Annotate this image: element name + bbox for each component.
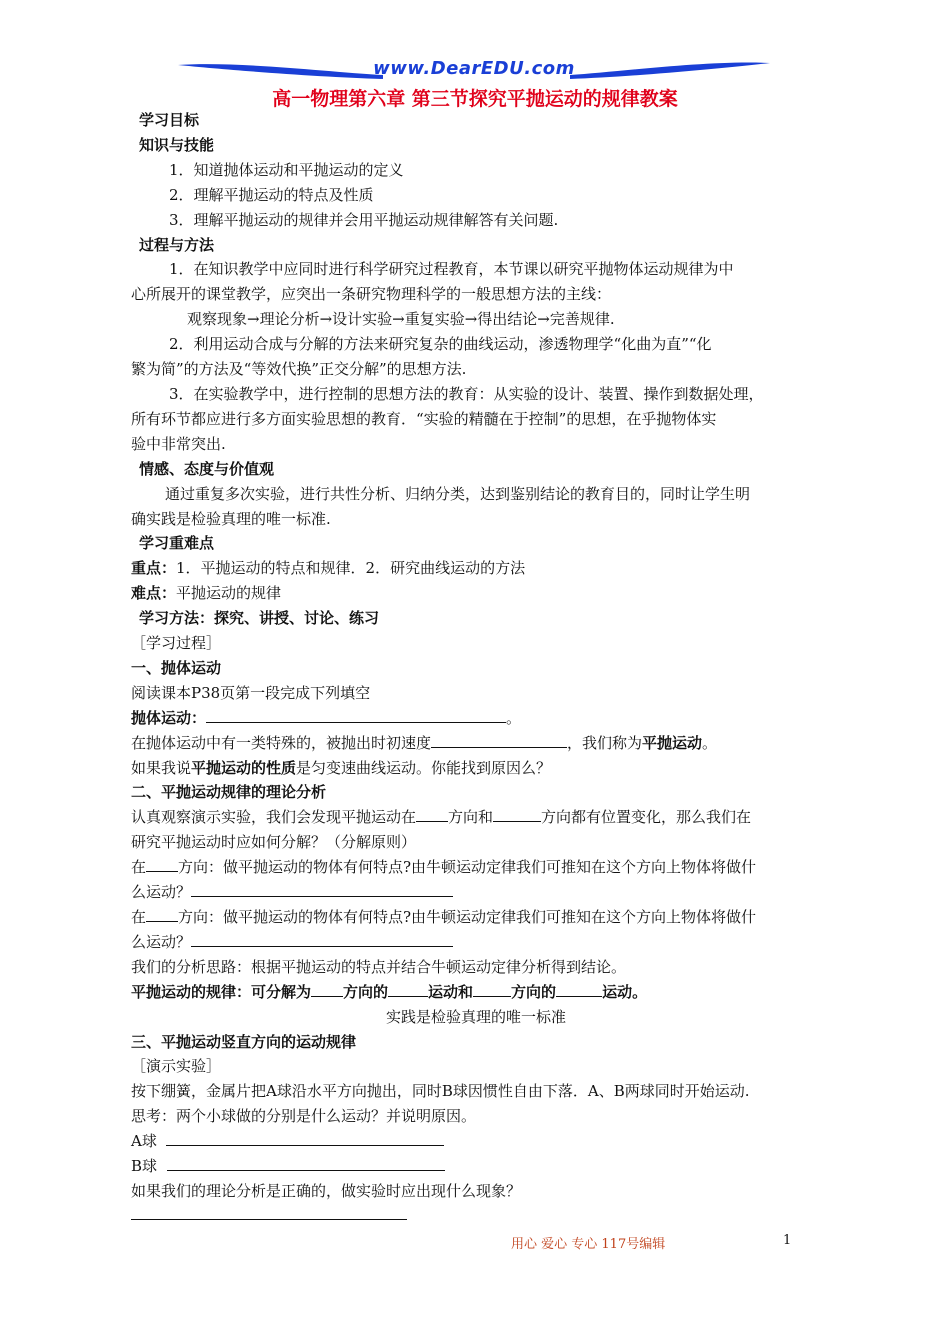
fill-line xyxy=(131,905,821,930)
paragraph-line: 通过重复多次实验，进行共性分析、归纳分类，达到鉴别结论的教育目的，同时让学生明 xyxy=(165,484,751,503)
list-item: 1．知道抛体运动和平抛运动的定义 xyxy=(169,160,404,179)
answer-blank[interactable] xyxy=(388,982,428,997)
text-run: 在 xyxy=(131,908,147,926)
paragraph-line: 验中非常突出. xyxy=(131,434,226,453)
difficulty-label: 难点： xyxy=(131,584,177,603)
text-run: 么运动？ xyxy=(131,883,192,902)
text-run: 认真观察演示实验，我们会发现平抛运动在 xyxy=(131,808,417,827)
paragraph-line xyxy=(131,756,821,781)
key-point-label: 重点： xyxy=(131,559,177,578)
fill-text: ，我们称为 xyxy=(567,733,643,752)
paragraph-line: 思考：两个小球做的分别是什么运动？并说明原因。 xyxy=(131,1107,477,1126)
answer-blank[interactable] xyxy=(166,1131,444,1146)
fill-line xyxy=(131,706,821,731)
text-run: 平抛运动的规律：可分解为 xyxy=(131,982,312,1001)
text-run: 方向的 xyxy=(343,982,389,1001)
heading-attitude-values: 情感、态度与价值观 xyxy=(139,459,275,478)
answer-blank[interactable] xyxy=(146,857,178,872)
paragraph-line: 如果我们的理论分析是正确的，做实验时应出现什么现象？ xyxy=(131,1181,522,1200)
list-item: 2．理解平抛运动的特点及性质 xyxy=(169,185,374,204)
answer-blank[interactable] xyxy=(191,932,453,947)
site-logo xyxy=(178,58,770,84)
fill-line xyxy=(131,855,821,880)
punctuation: 。 xyxy=(506,708,522,727)
page-number: 1 xyxy=(783,1233,792,1248)
fill-line xyxy=(131,805,821,830)
paragraph-line: 观察现象→理论分析→设计实验→重复实验→得出结论→完善规律. xyxy=(187,310,615,329)
heading-key-points: 学习重难点 xyxy=(139,534,215,553)
text-run: B球 xyxy=(131,1157,158,1176)
fill-line xyxy=(131,880,821,905)
fill-line xyxy=(131,731,821,756)
answer-blank[interactable] xyxy=(556,982,602,997)
heading-learning-process: ［学习过程］ xyxy=(131,634,222,653)
section-heading-1: 一、抛体运动 xyxy=(131,658,222,677)
text-run: 方向：做平抛运动的物体有何特点?由牛顿运动定律我们可推知在这个方向上物体将做什 xyxy=(178,908,757,926)
answer-blank[interactable] xyxy=(206,708,506,723)
answer-blank[interactable] xyxy=(473,982,511,997)
text-run: 在 xyxy=(131,858,147,877)
section-heading-2: 二、平抛运动规律的理论分析 xyxy=(131,783,327,802)
paragraph-line: 2．利用运动合成与分解的方法来研究复杂的曲线运动，渗透物理学“化曲为直”“化 xyxy=(169,335,712,354)
punctuation: 。 xyxy=(702,733,718,752)
heading-learning-goals: 学习目标 xyxy=(139,111,200,129)
text-run: 运动和 xyxy=(428,982,474,1001)
emphasis-text: 平抛运动的性质 xyxy=(191,758,297,777)
heading-learning-methods: 学习方法：探究、讲授、讨论、练习 xyxy=(139,609,380,628)
answer-blank[interactable] xyxy=(493,807,541,822)
fill-text: 在抛体运动中有一类特殊的，被抛出时初速度 xyxy=(131,733,432,752)
motto-line: 实践是检验真理的唯一标准 xyxy=(385,1007,566,1026)
text-run: A球 xyxy=(131,1132,157,1151)
answer-blank[interactable] xyxy=(146,907,178,922)
site-url: www.DearEDU.com xyxy=(373,58,575,79)
paragraph-line: 确实践是检验真理的唯一标准. xyxy=(131,509,331,528)
document-body xyxy=(131,108,821,1204)
heading-knowledge-skills: 知识与技能 xyxy=(139,135,215,154)
text-run: 如果我说 xyxy=(131,758,192,777)
list-item: 3．理解平抛运动的规律并会用平抛运动规律解答有关问题. xyxy=(169,210,559,229)
footer-motto: 用心 爱心 专心 117号编辑 xyxy=(511,1237,666,1252)
fill-line xyxy=(131,1154,821,1179)
paragraph-line: 按下绷簧，金属片把A球沿水平方向抛出，同时B球因惯性自由下落．A、B两球同时开始运动. xyxy=(131,1082,750,1101)
page-title: 高一物理第六章 第三节探究平抛运动的规律教案 xyxy=(272,88,678,110)
key-point-text: 1．平抛运动的特点和规律．2．研究曲线运动的方法 xyxy=(176,559,526,578)
difficulty-line xyxy=(131,581,821,606)
answer-blank[interactable] xyxy=(131,1219,407,1220)
text-run: 方向的 xyxy=(511,982,557,1001)
section-heading-3: 三、平抛运动竖直方向的运动规律 xyxy=(131,1032,357,1051)
text-run: 方向都有位置变化，那么我们在 xyxy=(541,808,752,827)
heading-demo-experiment: ［演示实验］ xyxy=(131,1057,222,1076)
fill-line xyxy=(131,1129,821,1154)
answer-blank[interactable] xyxy=(191,882,453,897)
paragraph-line: 研究平抛运动时应如何分解？（分解原则） xyxy=(131,833,417,852)
answer-blank[interactable] xyxy=(311,982,343,997)
text-run: 么运动？ xyxy=(131,932,192,951)
paragraph-line: 心所展开的课堂教学，应突出一条研究物理科学的一般思想方法的主线： xyxy=(131,285,612,304)
paragraph-line: 我们的分析思路：根据平抛运动的特点并结合牛顿运动定律分析得到结论。 xyxy=(131,957,627,976)
answer-blank[interactable] xyxy=(416,807,448,822)
text-run: 方向：做平抛运动的物体有何特点?由牛顿运动定律我们可推知在这个方向上物体将做什 xyxy=(178,858,757,877)
answer-blank[interactable] xyxy=(431,733,567,748)
fill-line xyxy=(131,930,821,955)
difficulty-text: 平抛运动的规律 xyxy=(176,584,282,603)
text-run: 是匀变速曲线运动。你能找到原因么？ xyxy=(296,758,552,777)
paragraph-line: 1．在知识教学中应同时进行科学研究过程教育，本节课以研究平抛物体运动规律为中 xyxy=(169,260,734,279)
paragraph-line: 繁为简”的方法及“等效代换”正交分解”的思想方法. xyxy=(131,360,467,379)
key-point-line xyxy=(131,556,821,581)
paragraph-line: 3．在实验教学中，进行控制的思想方法的教育：从实验的设计、装置、操作到数据处理， xyxy=(169,384,764,403)
text-run: 运动。 xyxy=(602,982,648,1001)
paragraph-line: 阅读课本P38页第一段完成下列填空 xyxy=(131,683,371,702)
fill-line xyxy=(131,980,821,1005)
answer-blank[interactable] xyxy=(167,1156,445,1171)
paragraph-line: 所有环节都应进行多方面实验思想的教育．“实验的精髓在于控制”的思想，在乎抛物体实 xyxy=(131,409,717,428)
text-run: 方向和 xyxy=(448,808,494,827)
fill-label: 抛体运动： xyxy=(131,708,207,727)
heading-process-method: 过程与方法 xyxy=(139,235,215,254)
emphasis-text: 平抛运动 xyxy=(642,733,703,752)
